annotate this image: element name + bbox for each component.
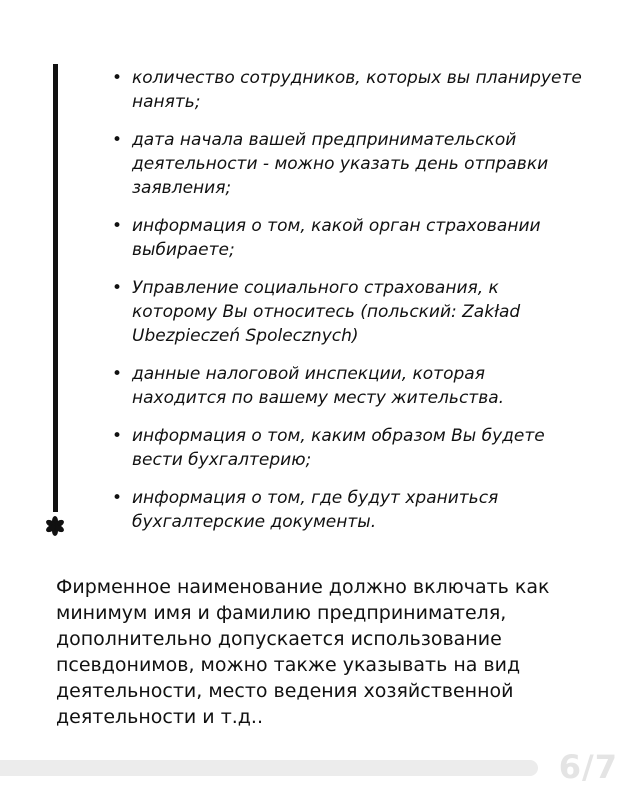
bullet-icon: • [112, 488, 123, 508]
list-item-text: информация о том, каким образом Вы будете вести бухгалтерию; [132, 426, 545, 470]
asterisk-icon [45, 516, 65, 536]
bullet-icon: • [112, 364, 123, 384]
body-paragraph: Фирменное наименование должно включать как минимум имя и фамилию предпринимателя, дополнительно допускается использование псевдонимов, можно также указывать на вид деятельности, место ведения хозяйственной деятельности и т.д.. [56, 576, 550, 728]
progress-track [0, 760, 538, 776]
bullet-icon: • [112, 216, 123, 236]
page-number: 6/7 [558, 748, 618, 786]
list-item-text: информация о том, где будут храниться бухгалтерские документы. [132, 488, 499, 532]
bullet-icon: • [112, 68, 123, 88]
bullet-icon: • [112, 278, 123, 298]
bullet-icon: • [112, 130, 123, 150]
list-item-text: дата начала вашей предпринимательской деятельности - можно указать день отправки заявления; [132, 130, 549, 198]
list-item-text: информация о том, какой орган страховании выбираете; [132, 216, 541, 260]
bullet-icon: • [112, 426, 123, 446]
list-item [112, 276, 582, 348]
list-item [112, 128, 582, 200]
list-item [112, 486, 582, 534]
vertical-rule [53, 64, 58, 512]
list-item [112, 362, 582, 410]
requirements-list [112, 66, 582, 548]
list-item [112, 424, 582, 472]
list-item [112, 214, 582, 262]
list-item-text: количество сотрудников, которых вы планируете нанять; [132, 68, 582, 112]
list-item [112, 66, 582, 114]
list-item-text: Управление социального страхования, к которому Вы относитесь (польский: Zakład Ubezpieczeń Spolecznych) [132, 278, 521, 346]
list-item-text: данные налоговой инспекции, которая находится по вашему месту жительства. [132, 364, 505, 408]
